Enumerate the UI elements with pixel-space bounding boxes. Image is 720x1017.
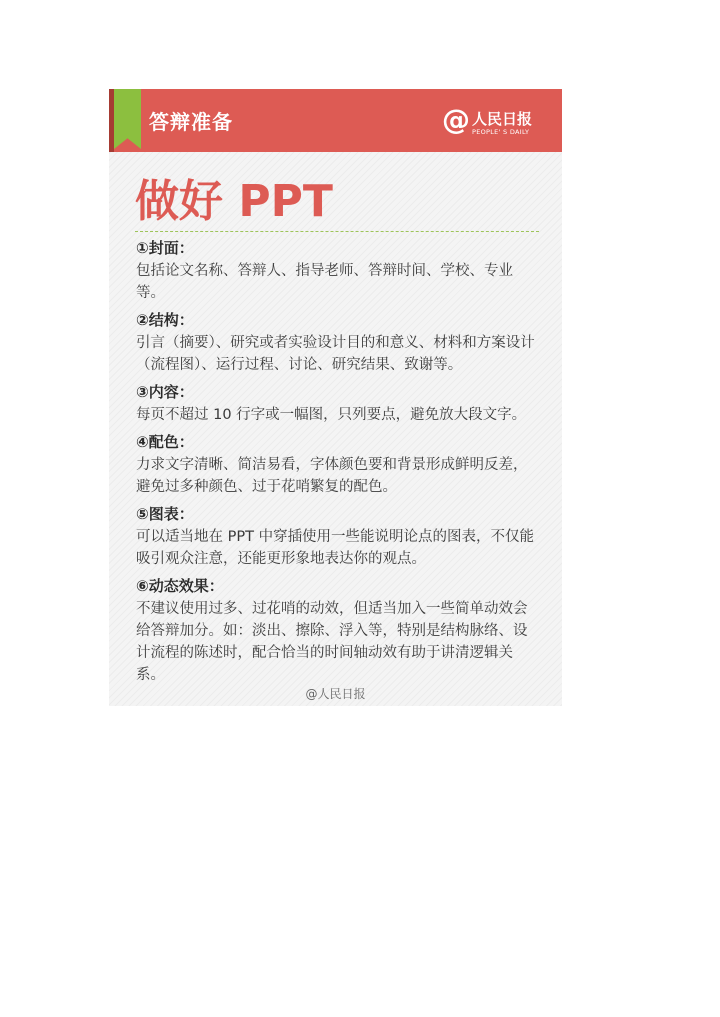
section-body-charts: 可以适当地在 PPT 中穿插使用一些能说明论点的图表，不仅能吸引观众注意，还能更形象地表达你的观点。 <box>136 529 535 567</box>
section-body-structure: 引言（摘要）、研究或者实验设计目的和意义、材料和方案设计（流程图）、运行过程、讨论、研究结果、致谢等。 <box>136 335 535 373</box>
bookmark-ribbon-icon <box>114 89 141 149</box>
section-body-cover: 包括论文名称、答辩人、指导老师、答辩时间、学校、专业等。 <box>136 263 513 301</box>
ribbon-shadow <box>109 89 114 152</box>
logo-name: 人民日报 <box>472 110 533 128</box>
logo-english-name: PEOPLE' S DAILY <box>472 128 530 136</box>
dashed-divider <box>135 231 539 232</box>
section-title-content: ③内容： <box>136 383 194 401</box>
footer-credit: @人民日报 <box>305 687 366 701</box>
section-title-structure: ②结构： <box>136 311 194 329</box>
section-title-cover: ①封面： <box>136 239 194 257</box>
section-title-color: ④配色： <box>136 433 194 451</box>
infographic-card <box>109 89 562 706</box>
section-title-charts: ⑤图表： <box>136 505 194 523</box>
header-title: 答辩准备 <box>149 110 233 134</box>
peoples-daily-logo <box>442 103 542 141</box>
section-body-animation: 不建议使用过多、过花哨的动效，但适当加入一些简单动效会给答辩加分。如：淡出、擦除、浮入等，特别是结构脉络、设计流程的陈述时，配合恰当的时间轴动效有助于讲清逻辑关系。 <box>136 601 528 683</box>
section-title-animation: ⑥动态效果： <box>136 577 224 595</box>
main-title: 做好 PPT <box>135 176 333 227</box>
section-body-content: 每页不超过 10 行字或一幅图，只列要点，避免放大段文字。 <box>136 407 527 423</box>
header-banner <box>109 89 562 152</box>
section-body-color: 力求文字清晰、简洁易看，字体颜色要和背景形成鲜明反差，避免过多种颜色、过于花哨繁复的配色。 <box>136 457 528 495</box>
content-sections <box>136 238 541 686</box>
logo-at-symbol: @ <box>442 103 470 136</box>
